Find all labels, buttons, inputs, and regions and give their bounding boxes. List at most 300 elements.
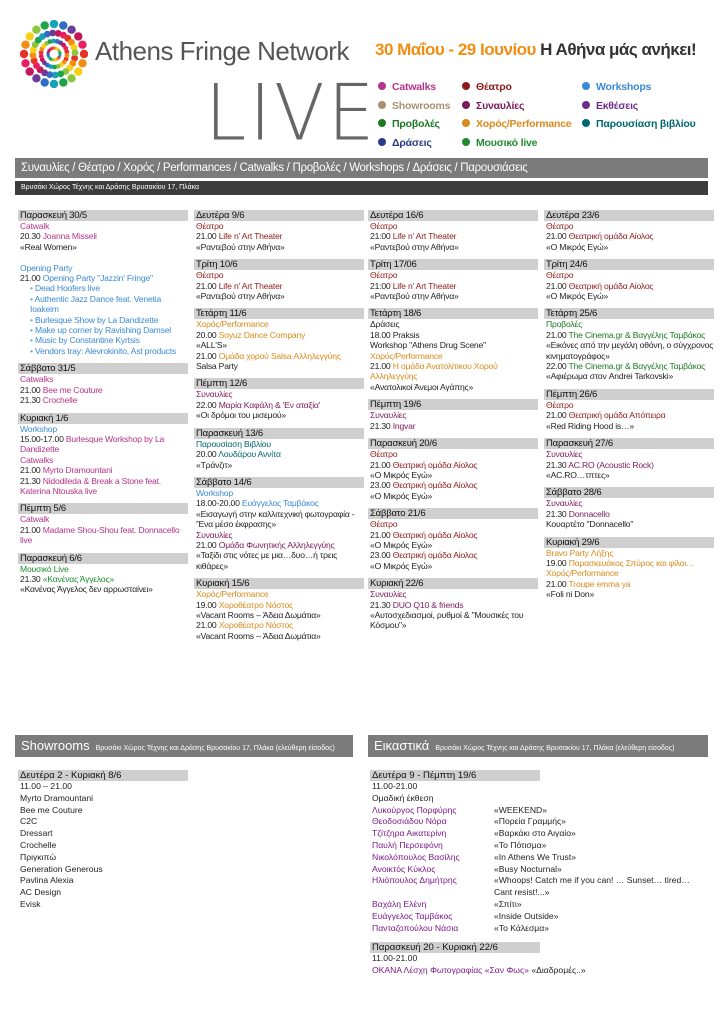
event-time: 21:00 [370, 280, 393, 291]
day-heading: Παρασκευή 27/6 [544, 438, 714, 449]
day-heading: Παρασκευή 13/6 [194, 428, 364, 439]
event-name: Η ομάδα Ανατολίτικου Χορού Αλληλεγγύης [370, 361, 498, 382]
legend-item [378, 97, 450, 116]
artist-name: Βαχάλη Ελένη [372, 898, 427, 909]
day-block [368, 210, 538, 252]
event-name: Θεατρική ομάδα Αίολος [568, 280, 654, 291]
legend-dot-icon [462, 101, 470, 109]
day-block [544, 438, 714, 480]
event-time: 21.00 [196, 231, 219, 242]
event-line: «Τράνζιτ» [196, 459, 233, 470]
day-block [194, 428, 364, 470]
day-block [368, 308, 538, 392]
event-line: Παρουσίαση Βιβλίου [196, 438, 271, 449]
day-heading: Πέμπτη 19/6 [368, 399, 538, 410]
header [0, 0, 721, 159]
legend-item [582, 115, 696, 134]
logo-dot [78, 41, 86, 49]
event-line: Χορός/Performance [370, 350, 443, 361]
event-line: Workshop [20, 423, 57, 434]
event-line: «Ο Μικρός Εγώ» [546, 241, 609, 252]
event-line: «Ο Μικρός Εγώ» [370, 560, 433, 571]
day-block [368, 578, 538, 631]
event-line [368, 361, 538, 382]
logo-dot [65, 53, 70, 58]
day-block [544, 259, 714, 301]
event-name: Ομάδα Φωνητικής Αλληλεγγύης [218, 539, 335, 550]
schedule-column-2 [194, 210, 364, 648]
live-title: LIVE [205, 67, 378, 159]
event-line: Θέατρο [546, 270, 574, 281]
opening-party-item: • Dead Hoofers live [28, 283, 188, 293]
event-time: 21.30 [546, 459, 569, 470]
legend-label: Workshops [596, 81, 652, 93]
day-heading: Κυριακή 15/6 [194, 578, 364, 589]
legend-label: Θέατρο [476, 81, 512, 93]
event-name: Χοροθέατρο Νόστος [218, 620, 293, 631]
event-line [544, 410, 714, 420]
event-line: «AC.RO…τπτες» [546, 469, 610, 480]
event-name: Bee me Couture [42, 384, 103, 395]
event-line: «Ο Μικρός Εγώ» [370, 469, 433, 480]
event-name: Μαρία Καφάλη & 'Εν αταξία' [218, 399, 321, 410]
showrooms-list [18, 770, 348, 911]
event-name: Θεατρική ομάδα Αίολος [392, 529, 478, 540]
logo-dot [21, 41, 29, 49]
category-bar: Συναυλίες / Θέατρο / Χορός / Performances / Catwalks / Προβολές / Workshops / Δράσεις / Παρουσιάσεις [15, 158, 708, 178]
artwork-title: «Το Κάλεσμα» [494, 922, 549, 933]
event-time: 22.00 [196, 399, 219, 410]
logo-dot [78, 59, 86, 67]
day-block [194, 477, 364, 571]
day-heading: Παρασκευή 20/6 [368, 438, 538, 449]
logo-dot [41, 21, 49, 29]
event-line [544, 330, 714, 340]
day-heading: Τετάρτη 25/6 [544, 308, 714, 319]
event-name: Joanna Misseli [42, 231, 97, 242]
event-line: Θέατρο [370, 449, 398, 460]
legend-label: Εκθέσεις [596, 99, 639, 112]
legend-label: Χορός/Performance [476, 118, 572, 130]
event-line [18, 252, 188, 262]
legend-col-3 [582, 78, 696, 134]
artist-name: Πανταζοπούλου Νάσια [372, 922, 459, 933]
event-line [18, 476, 188, 497]
day-heading: Σάββατο 28/6 [544, 487, 714, 498]
legend-dot-icon [582, 82, 590, 90]
showrooms-title: Showrooms [21, 738, 90, 753]
event-time: 21.30 [546, 508, 569, 519]
event-line [368, 600, 538, 610]
artwork-title: «Βαρκάκι στο Αιγαίο» [494, 828, 576, 839]
event-line: Θέατρο [546, 399, 574, 410]
showroom-item: Myrto Dramountani [20, 792, 94, 803]
event-line: Συναυλίες [196, 389, 233, 400]
event-name: DUO Q10 & friends [392, 599, 464, 610]
event-line: Χορός/Performance [196, 319, 269, 330]
event-line [194, 281, 364, 291]
event-line: Συναυλίες [546, 449, 583, 460]
day-heading: Παρασκευή 6/6 [18, 553, 188, 564]
event-line: «Ανατολικοί Άνεμοι Αγάπης» [370, 381, 474, 392]
legend-label: Συναυλίες [476, 99, 525, 112]
legend-item [462, 134, 572, 153]
day-block [18, 553, 188, 595]
day-block [544, 308, 714, 381]
legend-label: Παρουσίαση βιβλίου [596, 118, 696, 130]
artwork-title: «In Athens We Trust» [494, 851, 577, 862]
event-time: 23.00 [370, 480, 393, 491]
event-time: 21.30 [20, 475, 43, 486]
event-line: Θέατρο [370, 519, 398, 530]
exhibits-last [370, 965, 700, 977]
event-time: 18.00-20.00 [196, 498, 242, 509]
opening-party-item: • Burlesque Show by La Dandizette [28, 315, 188, 325]
event-line: «Vacant Rooms – Άδεια Δωμάτια» [196, 609, 321, 620]
exhibits-grid [370, 805, 700, 935]
event-line: Κουαρτέτο "Donnacello" [546, 519, 634, 530]
showroom-item: AC Design [20, 887, 62, 898]
event-line: «Ο Μικρός Εγώ» [370, 539, 433, 550]
showrooms-section-bar [15, 735, 353, 757]
event-line [18, 434, 188, 455]
event-line: «Ραντεβού στην Αθήνα» [196, 241, 285, 252]
event-name: Crochelle [42, 395, 78, 406]
showroom-item: Bee me Couture [20, 804, 83, 815]
event-line [18, 574, 188, 584]
exhibits-section-bar [368, 735, 708, 757]
day-block [544, 537, 714, 600]
event-line [368, 550, 538, 560]
logo-dot [58, 54, 61, 57]
event-line: Θέατρο [196, 270, 224, 281]
dates-tagline: Η Αθήνα μάς ανήκει! [535, 40, 697, 59]
day-block [18, 413, 188, 497]
legend-item [378, 78, 450, 97]
event-name: Life n' Art Theater [218, 280, 283, 291]
day-heading: Πέμπτη 26/6 [544, 389, 714, 400]
event-time: 21.30 [20, 573, 43, 584]
showroom-item: Crochelle [20, 839, 57, 850]
event-line [18, 231, 188, 241]
legend-label: Μουσικό live [476, 136, 538, 149]
event-time: 21.00 [20, 384, 43, 395]
event-time: 20.00 [196, 329, 219, 340]
event-line [544, 558, 714, 568]
event-name: Θεατρική ομάδα Αίολος [392, 550, 478, 561]
event-line: Χορός/Performance [196, 589, 269, 600]
legend-dot-icon [582, 101, 590, 109]
event-line [18, 273, 188, 283]
event-time: 21.00 [196, 350, 219, 361]
event-name: AC.RO (Acoustic Rock) [568, 459, 654, 470]
logo-dot [41, 78, 49, 86]
legend-dot-icon [582, 119, 590, 127]
event-name: Burlesque Workshop by La Dandizette [20, 433, 165, 455]
event-name: Θεατρική ομάδα Απόπειρα [568, 410, 666, 421]
logo-dot [74, 67, 82, 75]
event-time: 21.00 [370, 361, 393, 372]
day-heading: Τρίτη 17/06 [368, 259, 538, 270]
day-heading: Σάββατο 31/5 [18, 363, 188, 374]
event-line [544, 231, 714, 241]
legend-item [462, 97, 572, 116]
logo-dot [21, 59, 29, 67]
event-line: «Vacant Rooms – Άδεια Δωμάτια» [196, 630, 321, 641]
artwork-title: «Inside Outside» [494, 910, 559, 921]
day-heading: Πέμπτη 12/6 [194, 378, 364, 389]
event-line: Δράσεις [370, 319, 400, 330]
event-line: Bravo Party Λήξης [546, 547, 614, 558]
event-line [194, 351, 364, 361]
exhibits-last-name: ΟΚΑΝΑ Λέσχη Φωτογραφίας «Σαν Φως» [372, 965, 529, 976]
dates-banner [375, 40, 696, 60]
logo-dot [50, 20, 58, 28]
event-line [194, 449, 364, 459]
event-line: «Ο Μικρός Εγώ» [546, 291, 609, 302]
event-line: «ALL'S» [196, 340, 227, 351]
event-name: Χοροθέατρο Νόστος [218, 599, 293, 610]
legend-label: Catwalks [392, 81, 436, 93]
artwork-title: «Whoops! Catch me if you can! … Sunset… tired… Cant resist!...» [494, 875, 690, 898]
event-time: 21.00 [546, 231, 569, 242]
logo-dot [59, 21, 67, 29]
event-line: Συναυλίες [370, 410, 407, 421]
artist-name: Λυκούργος Πορφύρης [372, 804, 457, 815]
legend-dot-icon [462, 119, 470, 127]
event-line: «Ο Μικρός Εγώ» [370, 490, 433, 501]
event-line [544, 509, 714, 519]
opening-party-item: • Make up corner by Ravishing Damsel [28, 325, 188, 335]
event-time: 20.00 [196, 449, 219, 460]
event-name: Opening Party "Jazzin' Fringe" [42, 273, 153, 284]
event-line [194, 330, 364, 340]
event-line [368, 480, 538, 490]
event-line [18, 395, 188, 405]
day-block [368, 438, 538, 501]
event-time: 21.00 [370, 459, 393, 470]
event-line: Θέατρο [370, 270, 398, 281]
day-heading: Παρασκευή 30/5 [18, 210, 188, 221]
day-heading: Τρίτη 10/6 [194, 259, 364, 270]
event-line: Catwalk [20, 221, 50, 231]
showrooms-date: Δευτέρα 2 - Κυριακή 8/6 [18, 770, 188, 781]
event-line: «Ταξίδι στις νότες με μια…δυο…ή τρεις κιθάρες» [196, 550, 338, 571]
day-heading: Τρίτη 24/6 [544, 259, 714, 270]
event-time: 21.00 [546, 410, 569, 421]
exhibits-date-2: Παρασκευή 20 - Κυριακή 22/6 [370, 942, 540, 953]
artwork-title: «Σπίτι» [494, 898, 522, 909]
event-name: Myrto Dramountani [42, 465, 113, 476]
event-name: Nidodileda & Break a Stone feat. Katerina Ntouska live [20, 475, 161, 496]
event-line [194, 400, 364, 410]
artist-name: Παυλή Περσεφόνη [372, 839, 443, 850]
day-block [18, 503, 188, 545]
event-line [368, 460, 538, 470]
showroom-item: Πριγκιπώ [20, 851, 57, 862]
event-line [194, 231, 364, 241]
event-line: Θέατρο [196, 221, 224, 231]
event-name: Donnacello [568, 508, 610, 519]
event-time: 21.00 [196, 539, 219, 550]
day-block [194, 308, 364, 371]
event-line [368, 281, 538, 291]
event-line: Workshop "Athens Drug Scene" [370, 340, 486, 351]
day-heading: Σάββατο 21/6 [368, 508, 538, 519]
event-line: Μουσικό Live [20, 563, 69, 574]
event-time: 15.00-17.00 [20, 433, 66, 444]
legend-item [378, 115, 450, 134]
event-line [544, 361, 714, 371]
event-line: Catwalks [20, 374, 54, 385]
showroom-item: Pavlina Alexia [20, 875, 74, 886]
event-time: 21.00 [20, 465, 43, 476]
event-line [18, 465, 188, 475]
event-line: Opening Party [20, 262, 73, 273]
exhibits-list [370, 770, 700, 977]
event-line [368, 421, 538, 431]
schedule-column-3 [368, 210, 538, 638]
day-block [368, 399, 538, 431]
event-time: 21:00 [370, 231, 393, 242]
legend-col-2 [462, 78, 572, 152]
event-line [194, 540, 364, 550]
legend-dot-icon [462, 138, 470, 146]
event-time: 22.00 [546, 361, 569, 372]
logo-dot [32, 26, 40, 34]
event-name: Troupe emma ya [568, 578, 631, 589]
event-line: Workshop [196, 487, 233, 498]
day-block [544, 210, 714, 252]
legend-label: Προβολές [392, 118, 440, 130]
event-line: «Red Riding Hood is…» [546, 420, 634, 431]
artist-name: Νικολόπουλος Βασίλης [372, 851, 460, 862]
logo-dot [74, 32, 82, 40]
logo-dots-icon [20, 20, 88, 88]
event-line: «Ραντεβού στην Αθήνα» [370, 241, 459, 252]
legend-dot-icon [378, 101, 386, 109]
showrooms-venue: Βρυσάκι Χώρος Τέχνης και Δράσης Βρυσακίου 17, Πλάκα (ελεύθερη είσοδος) [95, 745, 335, 752]
event-line [194, 498, 364, 508]
day-heading: Κυριακή 29/6 [544, 537, 714, 548]
opening-party-item: • Authentic Jazz Dance feat. Venetia Ioakeim [28, 294, 188, 315]
legend-item [462, 115, 572, 134]
artwork-title: «Busy Nocturnal» [494, 863, 562, 874]
event-line [368, 530, 538, 540]
event-name: Life n' Art Theater [218, 231, 283, 242]
event-line [368, 231, 538, 241]
event-name: Παρασκευάκος Σπύρος και φίλοι… [568, 557, 695, 568]
event-line [544, 281, 714, 291]
event-time: 19.00 [196, 599, 219, 610]
legend-item [582, 97, 696, 116]
showrooms-time: 11.00 – 21.00 [20, 781, 72, 791]
event-line: «Foli ni Don» [546, 589, 595, 600]
event-time: 21.00 [370, 529, 393, 540]
event-name: Madame Shou-Shou feat. Donnacello live [20, 524, 180, 546]
event-name: Ομάδα χορού Salsa Αλληλεγγύης [218, 350, 341, 361]
exhibits-time-1: 11.00-21.00 [372, 781, 418, 791]
event-line: Συναυλίες [370, 589, 407, 600]
day-block [18, 363, 188, 405]
event-name: «Κανένας Άγγελος» [42, 573, 114, 584]
day-block [368, 259, 538, 301]
event-line [194, 600, 364, 610]
event-name: Ευάγγελος Ταμβάκος [241, 498, 319, 509]
event-time: 21.30 [370, 599, 393, 610]
logo-dot [26, 67, 34, 75]
day-heading: Πέμπτη 5/6 [18, 503, 188, 514]
logo-dot [59, 78, 67, 86]
legend-dot-icon [378, 138, 386, 146]
legend-dot-icon [462, 82, 470, 90]
exhibits-date-1: Δευτέρα 9 - Πέμπτη 19/6 [370, 770, 540, 781]
day-block [544, 487, 714, 529]
event-time: 21.00 [546, 280, 569, 291]
event-name: Θεατρική ομάδα Αίολος [392, 480, 478, 491]
event-time: 21.00 [20, 273, 43, 284]
exhibits-title: Εικαστικά [374, 738, 430, 753]
day-heading: Τετάρτη 11/6 [194, 308, 364, 319]
day-heading: Τετάρτη 18/6 [368, 308, 538, 319]
logo-dot [50, 80, 58, 88]
event-line: Συναυλίες [546, 498, 583, 509]
day-block [194, 210, 364, 252]
day-heading: Κυριακή 1/6 [18, 413, 188, 424]
event-line: «Κανένας Άγγελος δεν αρρωσταίνει» [20, 584, 153, 595]
day-heading: Δευτέρα 23/6 [544, 210, 714, 221]
exhibits-venue: Βρυσάκι Χώρος Τέχνης και Δράσης Βρυσακίου 17, Πλάκα (ελεύθερη είσοδος) [435, 745, 675, 752]
event-line: Catwalk [20, 514, 50, 525]
event-time: 21.00 [546, 329, 569, 340]
brand-title: Athens Fringe Network [95, 36, 349, 66]
event-line: Χορός/Performance [546, 568, 619, 579]
event-line: «Αυτοσχεδιασμοί, ρυθμοί & "Μουσικές του Κόσμου"» [370, 609, 524, 631]
event-name: Life n' Art Theater [392, 280, 457, 291]
legend-dot-icon [378, 82, 386, 90]
day-heading: Κυριακή 22/6 [368, 578, 538, 589]
event-name: Soyuz Dance Company [218, 329, 306, 340]
event-line: «Αφιέρωμα στον Andrei Tarkovski» [546, 371, 674, 382]
event-line: «Real Women» [20, 241, 77, 252]
day-heading: Δευτέρα 16/6 [368, 210, 538, 221]
event-line: «Οι δρόμοι του μισεμού» [196, 410, 286, 421]
day-block [544, 389, 714, 431]
event-line [194, 620, 364, 630]
event-time: 21.30 [370, 420, 393, 431]
logo-dot [20, 50, 28, 58]
event-name: Θεατρική ομάδα Αίολος [568, 231, 654, 242]
exhibits-last-title: «Διαδρομές..» [531, 965, 586, 976]
event-time: 21.00 [196, 620, 219, 631]
event-name: The Cinema.gr & Βαγγέλης Ταμβάκος [568, 361, 706, 372]
event-line: Θέατρο [370, 221, 398, 231]
artist-name: Ανοικτός Κύκλος [372, 863, 436, 874]
showroom-item: Generation Generous [20, 863, 103, 874]
day-block [194, 378, 364, 420]
event-line [18, 385, 188, 395]
event-line [544, 579, 714, 589]
legend-item [462, 78, 572, 97]
event-name: Life n' Art Theater [392, 231, 457, 242]
event-time: 20.30 [20, 231, 43, 242]
artwork-title: «Πορεία Γραμμής» [494, 816, 566, 827]
event-name: The Cinema.gr & Βαγγέλης Ταμβάκος [568, 329, 706, 340]
event-name: Λουδάρου Αννίτα [218, 449, 281, 460]
day-block [368, 508, 538, 571]
event-time: 23.00 [370, 550, 393, 561]
opening-party-list [18, 283, 188, 356]
